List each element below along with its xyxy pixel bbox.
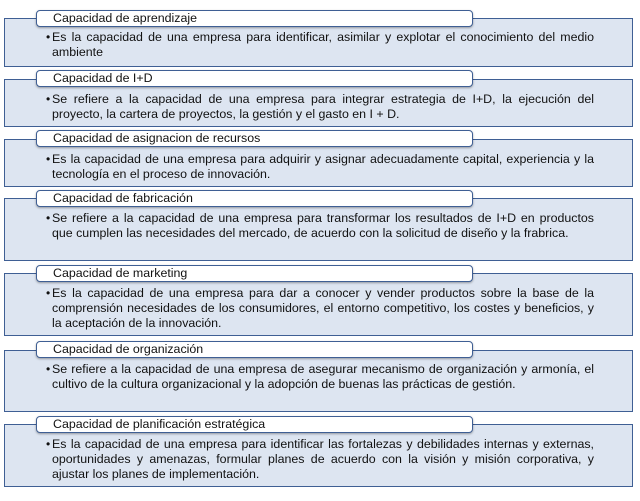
capability-description: Es la capacidad de una empresa para adquirir y asignar adecuadamente capital, experiencia y la tecnología en el proceso de innovación.: [52, 152, 594, 181]
capability-description: Se refiere a la capacidad de una empresa para integrar estrategia de I+D, la ejecución del proyecto, la cartera de proyectos, la gestión y el gasto en I + D.: [52, 92, 594, 121]
capability-title: Capacidad de planificación estratégica: [36, 416, 473, 433]
capability-title: Capacidad de marketing: [36, 265, 473, 282]
bullet: •: [46, 437, 51, 451]
bullet: •: [46, 362, 51, 376]
bullet: •: [46, 286, 51, 300]
bullet: •: [46, 92, 51, 106]
capability-title: Capacidad de fabricación: [36, 190, 473, 207]
capability-title: Capacidad de aprendizaje: [36, 10, 473, 27]
bullet: •: [46, 152, 51, 166]
capability-title: Capacidad de organización: [36, 341, 473, 358]
capability-description: Es la capacidad de una empresa para identificar, asimilar y explotar el conocimiento del medio ambiente: [52, 30, 594, 59]
bullet: •: [46, 30, 51, 44]
capability-description: Se refiere a la capacidad de una empresa de asegurar mecanismo de organización y armonía, el cultivo de la cultura organizacional y la adopción de buenas las prácticas de gestión.: [52, 362, 594, 391]
capability-description: Se refiere a la capacidad de una empresa para transformar los resultados de I+D en productos que cumplen las necesidades del mercado, de acuerdo con la solicitud de diseño y la frabrica.: [52, 211, 594, 240]
bullet: •: [46, 211, 51, 225]
capability-description: Es la capacidad de una empresa para identificar las fortalezas y debilidades internas y externas, oportunidades y amenazas, formular planes de acuerdo con la visión y misión corporativa, y ajustar los planes de implementación.: [52, 437, 594, 481]
capability-title: Capacidad de I+D: [36, 70, 473, 87]
capability-title: Capacidad de asignacion de recursos: [36, 130, 473, 147]
capability-description: Es la capacidad de una empresa para dar a conocer y vender productos sobre la base de la comprensión necesidades de los consumidores, el entorno competitivo, los costes y beneficios, y la aceptación de la innovación.: [52, 286, 594, 330]
